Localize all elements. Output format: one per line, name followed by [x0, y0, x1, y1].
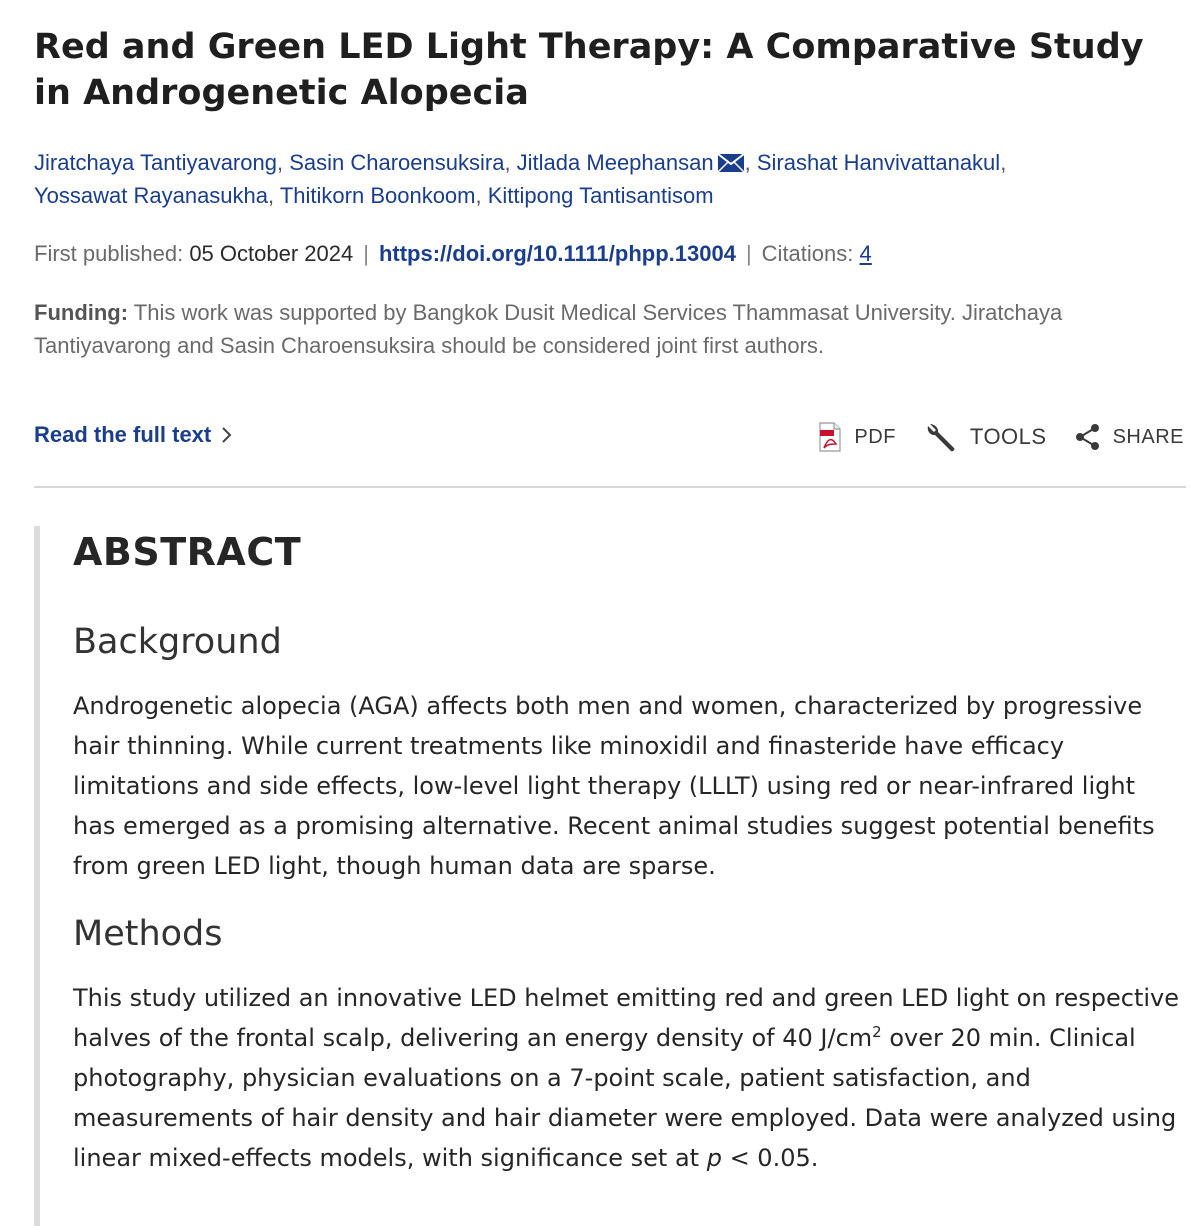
wrench-icon	[924, 420, 958, 454]
tools-button[interactable]	[924, 420, 1047, 454]
article-title: Red and Green LED Light Therapy: A Comparative Study in Androgenetic Alopecia	[34, 27, 1144, 113]
methods-text-part: over 20 min. Clinical photography, physician evaluations on a 7-point scale, patient satisfaction, and measurements of hair density and hair diameter were employed. Data were analyzed using linear mixed-effects models, with significance set at	[73, 1024, 1177, 1172]
share-button[interactable]	[1075, 423, 1184, 451]
author-link[interactable]: Jiratchaya Tantiyavarong	[34, 150, 277, 175]
pdf-button[interactable]	[818, 422, 896, 452]
section-divider	[34, 486, 1186, 488]
share-label: SHARE	[1112, 425, 1184, 448]
author-link[interactable]: Sirashat Hanvivattanakul	[756, 150, 1001, 175]
methods-text-part: < 0.05.	[721, 1144, 819, 1172]
share-icon	[1075, 423, 1101, 451]
p-value-symbol: p	[706, 1144, 722, 1172]
author-separator: ,	[475, 183, 488, 208]
author-link[interactable]: Thitikorn Boonkoom	[279, 183, 476, 208]
author-link[interactable]: Yossawat Rayanasukha	[34, 183, 269, 208]
read-full-text-label: Read the full text	[34, 422, 212, 447]
author-link[interactable]: Kittipong Tantisantisom	[487, 183, 714, 208]
author-separator: ,	[268, 183, 280, 208]
background-paragraph: Androgenetic alopecia (AGA) affects both men and women, characterized by progressive hair thinning. While current treatments like minoxidil and finasteride have efficacy limitations and side effects, low-level light therapy (LLLT) using red or near-infrared light has emerged as a promising alternative. Recent animal studies suggest potential benefits from green LED light, though human data are sparse.	[73, 692, 1155, 880]
pdf-file-icon	[818, 422, 842, 452]
citations-count-link[interactable]: 4	[859, 241, 872, 266]
article-tools-bar	[790, 420, 1184, 454]
tools-label: TOOLS	[969, 424, 1047, 449]
first-published-label: First published:	[34, 241, 184, 266]
publication-meta	[34, 238, 1174, 270]
methods-text-part: This study utilized an innovative LED helmet emitting red and green LED light on respective halves of the frontal scalp, delivering an energy density of 40 J/cm	[73, 984, 1180, 1052]
doi-link[interactable]: https://doi.org/10.1111/phpp.13004	[378, 241, 736, 266]
author-link[interactable]: Jitlada Meephansan	[516, 150, 714, 175]
citations-label: Citations:	[761, 241, 854, 266]
background-heading: Background	[73, 622, 282, 662]
envelope-icon[interactable]	[717, 153, 745, 173]
pdf-label: PDF	[854, 425, 896, 448]
author-separator: ,	[744, 150, 757, 175]
chevron-right-icon	[221, 426, 233, 444]
meta-separator: |	[363, 241, 369, 266]
author-separator: ,	[1000, 150, 1007, 175]
author-separator: ,	[504, 150, 517, 175]
superscript-exponent: 2	[872, 1023, 882, 1041]
author-separator: ,	[276, 150, 290, 175]
author-list	[34, 146, 1154, 212]
funding-text: This work was supported by Bangkok Dusit Medical Services Thammasat University. Jiratchaya Tantiyavarong and Sasin Charoensuksira should be considered joint first authors.	[34, 300, 1063, 358]
first-published-date: 05 October 2024	[189, 241, 354, 266]
meta-separator: |	[745, 241, 752, 266]
funding-note	[34, 296, 1154, 362]
author-link[interactable]: Sasin Charoensuksira	[289, 150, 505, 175]
methods-paragraph	[73, 978, 1183, 1178]
methods-heading: Methods	[73, 914, 223, 954]
funding-label: Funding:	[34, 300, 129, 325]
read-full-text-link[interactable]	[34, 422, 233, 448]
abstract-section	[34, 526, 1192, 1226]
abstract-heading: ABSTRACT	[73, 530, 302, 574]
